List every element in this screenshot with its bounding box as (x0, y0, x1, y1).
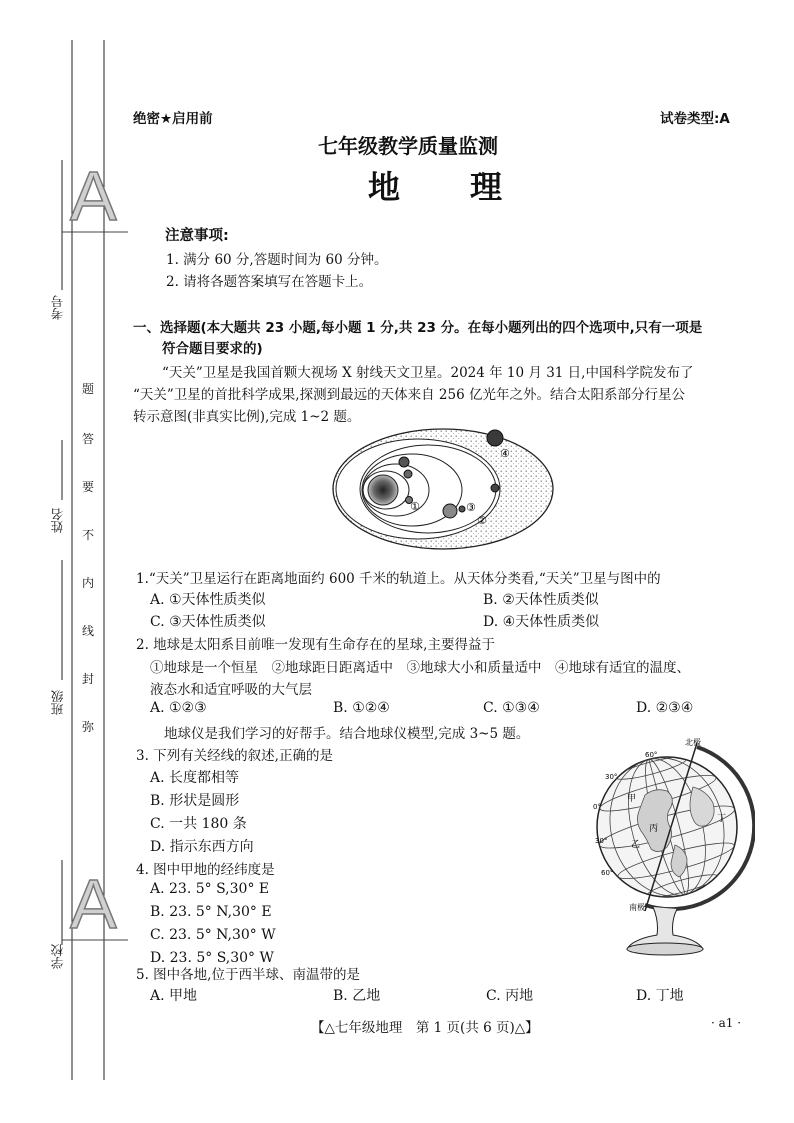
q1-option-c[interactable]: C. ③天体性质类似 (150, 614, 266, 630)
q3-option-b[interactable]: B. 形状是圆形 (150, 793, 240, 809)
north-pole-label: 北极 (685, 738, 701, 747)
seal-char: 封 (82, 672, 95, 686)
orbit-label: ② (477, 514, 487, 527)
note-item: 2. 请将各题答案填写在答题卡上。 (166, 274, 373, 290)
q4-option-d[interactable]: D. 23. 5° S,30° W (150, 950, 274, 966)
q4-option-a[interactable]: A. 23. 5° S,30° E (150, 881, 270, 897)
south-pole-label: 南极 (629, 903, 645, 912)
exam-title: 七年级教学质量监测 (318, 134, 498, 158)
q3-option-a[interactable]: A. 长度都相等 (150, 770, 240, 786)
place-jia-label: 甲 (627, 794, 637, 804)
planet (491, 484, 499, 492)
planet (459, 506, 465, 512)
section-heading: 一、选择题(本大题共 23 小题,每小题 1 分,共 23 分。在每小题列出的四个选项中,只有一项是 (133, 320, 703, 336)
passage-line: “天关”卫星的首批科学成果,探测到最远的天体来自 256 亿光年之外。结合太阳系部分行星公 (133, 387, 685, 403)
q3-option-d[interactable]: D. 指示东西方向 (150, 839, 254, 855)
notes-heading: 注意事项: (165, 228, 229, 244)
q1-option-a[interactable]: A. ①天体性质类似 (150, 592, 266, 608)
orbit-label: ① (410, 500, 420, 513)
seal-char: 不 (82, 528, 95, 542)
planet (399, 457, 409, 467)
q2-option-b[interactable]: B. ①②④ (333, 700, 390, 716)
q2-option-c[interactable]: C. ①③④ (483, 700, 540, 716)
planet (404, 470, 412, 478)
question-4-stem: 4. 图中甲地的经纬度是 (136, 862, 275, 878)
q5-option-b[interactable]: B. 乙地 (333, 988, 381, 1004)
note-item: 1. 满分 60 分,答题时间为 60 分钟。 (166, 252, 388, 268)
q5-option-c[interactable]: C. 丙地 (486, 988, 534, 1004)
q2-option-d[interactable]: D. ②③④ (636, 700, 694, 716)
place-ding-label: 丁 (717, 814, 727, 824)
page-code: · a1 · (711, 1016, 742, 1030)
name-label: 姓名 (50, 508, 65, 533)
seal-char: 线 (82, 624, 95, 638)
margin-letter-a-top: A (70, 157, 117, 235)
passage-line: 转示意图(非真实比例),完成 1~2 题。 (133, 409, 361, 425)
q2-statements: ①地球是一个恒星 ②地球距日距离适中 ③地球大小和质量适中 ④地球有适宜的温度、 (150, 660, 690, 676)
sun (368, 475, 398, 505)
planet (443, 504, 457, 518)
seal-char: 内 (82, 576, 95, 590)
q3-option-c[interactable]: C. 一共 180 条 (150, 816, 247, 832)
globe-base (627, 943, 703, 955)
globe-illustration (585, 735, 755, 965)
seal-char: 要 (82, 480, 95, 494)
solar-system-diagram (330, 425, 560, 555)
page-footer: 【△七年级地理 第 1 页(共 6 页)△】 (311, 1020, 539, 1036)
planet (487, 430, 503, 446)
paper-type-label: 试卷类型:A (660, 111, 730, 127)
question-3-stem: 3. 下列有关经线的叙述,正确的是 (136, 748, 333, 764)
orbit-label: ③ (466, 501, 476, 514)
q2-option-a[interactable]: A. ①②③ (150, 700, 207, 716)
q2-statements-cont: 液态水和适宜呼吸的大气层 (150, 682, 312, 698)
question-1-stem: 1.“天关”卫星运行在距离地面约 600 千米的轨道上。从天体分类看,“天关”卫星与图中的 (136, 571, 661, 587)
margin-letter-a-bottom: A (70, 865, 117, 943)
section-heading-cont: 符合题目要求的) (162, 341, 263, 357)
lat-label: 30° (605, 773, 618, 781)
seal-char: 答 (82, 432, 95, 446)
place-yi-label: 乙 (631, 840, 641, 850)
secret-label: 绝密★启用前 (133, 111, 213, 127)
lat-label: 30° (595, 837, 608, 845)
question-5-stem: 5. 图中各地,位于西半球、南温带的是 (136, 967, 360, 983)
q4-option-c[interactable]: C. 23. 5° N,30° W (150, 927, 276, 943)
seal-char: 题 (82, 382, 95, 396)
subject-title: 地 理 (368, 168, 505, 206)
orbit-label: ④ (500, 447, 510, 460)
place-bing-label: 丙 (649, 824, 659, 834)
q1-option-b[interactable]: B. ②天体性质类似 (483, 592, 599, 608)
q5-option-a[interactable]: A. 甲地 (150, 988, 198, 1004)
passage-2: 地球仪是我们学习的好帮手。结合地球仪模型,完成 3~5 题。 (164, 726, 530, 742)
question-2-stem: 2. 地球是太阳系目前唯一发现有生命存在的星球,主要得益于 (136, 637, 495, 653)
passage-line: “天关”卫星是我国首颗大视场 X 射线天文卫星。2024 年 10 月 31 日,中国科学院发布了 (162, 365, 694, 381)
q1-option-d[interactable]: D. ④天体性质类似 (483, 614, 600, 630)
exam-no-label: 考号 (50, 295, 65, 320)
q5-option-d[interactable]: D. 丁地 (636, 988, 684, 1004)
lat-label: 60° (601, 869, 614, 877)
school-label: 学校 (50, 944, 65, 969)
lat-label: 60° (645, 751, 658, 759)
q4-option-b[interactable]: B. 23. 5° N,30° E (150, 904, 272, 920)
seal-char: 弥 (82, 720, 95, 734)
lat-label: 0° (593, 803, 601, 811)
class-label: 班级 (50, 690, 65, 715)
